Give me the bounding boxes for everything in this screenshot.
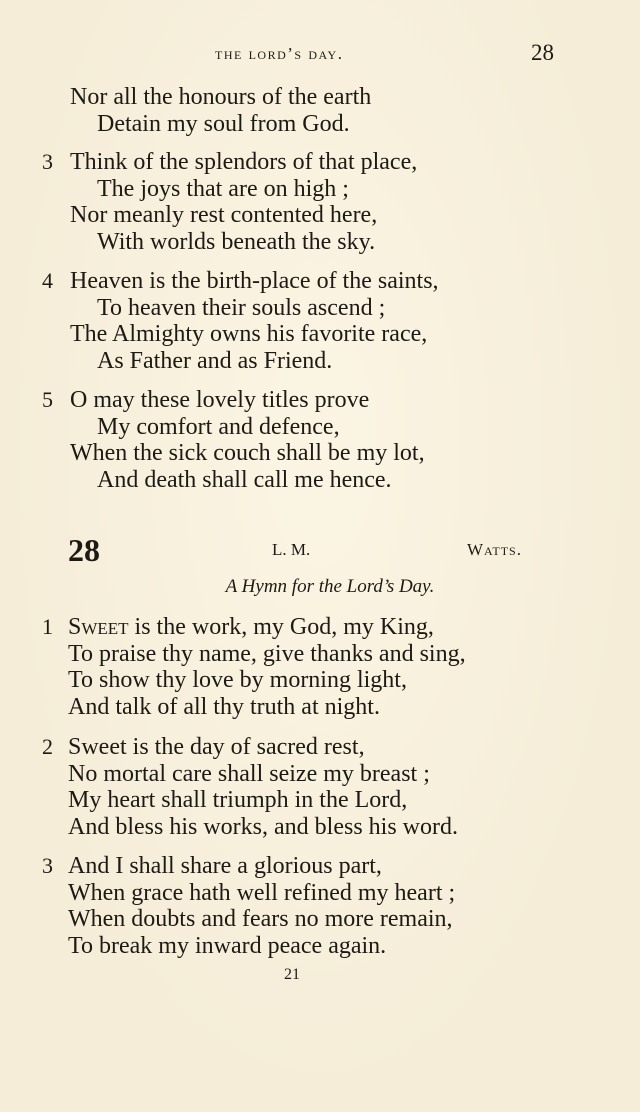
prev-hymn-verse-4 xyxy=(0,268,640,374)
verse-line: Nor meanly rest contented here, xyxy=(70,202,378,228)
verse-line: As Father and as Friend. xyxy=(97,347,333,374)
verse-line: When the sick couch shall be my lot, xyxy=(70,440,425,466)
verse-number: 3 xyxy=(42,149,53,174)
verse-line: And bless his works, and bless his word. xyxy=(68,813,458,840)
verse-line: When grace hath well refined my heart ; xyxy=(68,879,456,906)
hymn-number: 28 xyxy=(68,532,100,568)
verse-line: To show thy love by morning light, xyxy=(68,667,407,693)
verse-number: 4 xyxy=(42,268,53,293)
verse-line: The Almighty owns his favorite race, xyxy=(70,321,428,347)
verse-line: And talk of all thy truth at night. xyxy=(68,693,380,720)
hymn-verse-1 xyxy=(0,614,640,720)
verse-number: 3 xyxy=(42,853,53,878)
verse-line: To heaven their souls ascend ; xyxy=(97,294,386,321)
verse-line: And I shall share a glorious part, xyxy=(68,853,382,879)
verse-line: No mortal care shall seize my breast ; xyxy=(68,760,430,787)
verse-first-word: Sweet xyxy=(68,614,129,640)
verse-number: 5 xyxy=(42,387,53,412)
verse-line: To praise thy name, give thanks and sing, xyxy=(68,640,466,667)
verse-line: Detain my soul from God. xyxy=(97,110,350,137)
hymn-meter: L. M. xyxy=(272,540,311,559)
prev-hymn-verse-5 xyxy=(0,387,640,493)
hymn-heading xyxy=(0,532,640,572)
hymn-verse-3 xyxy=(0,853,640,959)
verse-line xyxy=(68,614,434,641)
verse-line: To break my inward peace again. xyxy=(68,932,387,959)
running-head xyxy=(0,40,640,74)
prev-hymn-verse-3 xyxy=(0,149,640,255)
verse-line: Heaven is the birth-place of the saints, xyxy=(70,268,439,294)
page-number: 28 xyxy=(531,40,554,65)
verse-line: When doubts and fears no more remain, xyxy=(68,906,453,932)
verse-line: Think of the splendors of that place, xyxy=(70,149,418,175)
verse-line: Sweet is the day of sacred rest, xyxy=(68,734,365,760)
verse-line: The joys that are on high ; xyxy=(97,175,349,202)
verse-line: With worlds beneath the sky. xyxy=(97,228,376,255)
verse-number: 2 xyxy=(42,734,53,759)
prev-hymn-fragment xyxy=(0,84,640,137)
hymn-verse-2 xyxy=(0,734,640,840)
verse-line: My comfort and defence, xyxy=(97,413,340,440)
verse-line: O may these lovely titles prove xyxy=(70,387,370,413)
running-title: the lord’s day. xyxy=(215,44,344,63)
verse-line: And death shall call me hence. xyxy=(97,466,392,493)
signature-mark: 21 xyxy=(284,966,300,983)
verse-first-rest: is the work, my God, my King, xyxy=(128,614,434,640)
verse-line: Nor all the honours of the earth xyxy=(70,84,372,110)
hymn-title: A Hymn for the Lord’s Day. xyxy=(225,576,435,597)
hymn-author: Watts. xyxy=(467,540,522,559)
verse-line: My heart shall triumph in the Lord, xyxy=(68,787,408,813)
verse-number: 1 xyxy=(42,614,53,639)
